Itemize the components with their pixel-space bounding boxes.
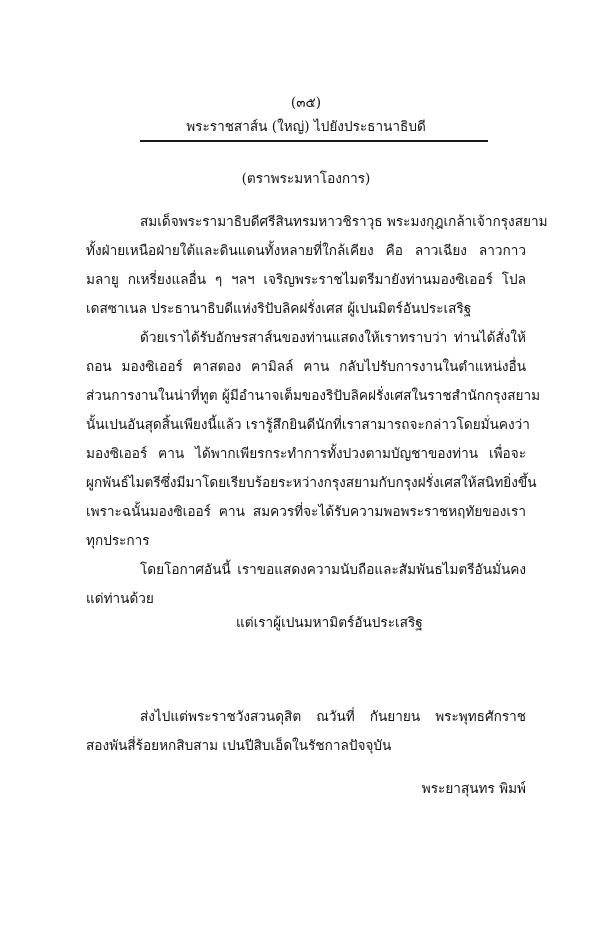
para2-line: นั้นเปนอันสุดสิ้นเพียงนี้แล้ว เรารู้สึกยินดีนักที่เราสามารถจะกล่าวโดยมั่นคงว่า (86, 417, 530, 433)
para2-line: มองซิเออร์ ฅาน ได้พากเพียรกระทำการทั้งปวงตามบัญชาของท่าน เพื่อจะ (86, 446, 526, 462)
para4-line: ส่งไปแต่พระราชวังสวนดุสิต ณวันที่ กันยายน พระพุทธศักราช (140, 709, 526, 725)
para2-line: ทุกประการ (86, 533, 150, 549)
para2-line: ถอน มองซิเออร์ ฅาสตอง ฅามิลล์ ฅาน กลับไปรับการงานในตำแหน่งอื่น (86, 359, 526, 375)
seal-note: (ตราพระมหาโองการ) (241, 171, 371, 187)
para4-line: สองพันสี่ร้อยหกสิบสาม เปนปีสิบเอ็ดในรัชกาลปัจจุบัน (86, 738, 392, 754)
para2-line: ผูกพันธ์ไมตรีซึ่งมีมาโดยเรียบร้อยระหว่างกรุงสยามกับกรุงฝรั่งเศสให้สนิทยิ่งขึ้น (86, 475, 537, 491)
para3-line: โดยโอกาศอันนี้ เราขอแสดงความนับถือและสัมพันธไมตรีอันมั่นคง (140, 562, 526, 578)
para1-line: สมเด็จพระรามาธิบดีศรีสินทรมหาวชิราวุธ พระมงกุฎเกล้าเจ้ากรุงสยาม (140, 214, 548, 230)
closing-phrase: แต่เราผู้เปนมหามิตร์อันประเสริฐ (236, 615, 423, 631)
document-heading: พระราชสาส์น (ใหญ่) ไปยังประธานาธิบดี (186, 119, 426, 135)
para3-line: แด่ท่านด้วย (86, 591, 154, 607)
para1-line: เดสซาเนล ประธานาธิบดีแห่งริปับลิคฝรั่งเศส ผู้เปนมิตร์อันประเสริฐ (86, 301, 472, 317)
para1-line: ทั้งฝ่ายเหนือฝ่ายใต้และดินแดนทั้งหลายที่ใกล้เคียง คือ ลาวเฉียง ลาวกาว (86, 243, 526, 259)
para1-line: มลายู กเหรี่ยงแลอื่น ๆ ฯลฯ เจริญพระราชไมตรีมายังท่านมองซิเออร์ โปล (86, 272, 526, 288)
para2-line: ส่วนการงานในน่าที่ทูต ผู้มีอำนาจเต็มของริปับลิคฝรั่งเศสในราชสำนักกรุงสยาม (86, 388, 541, 404)
para2-line: ด้วยเราได้รับอักษรสาส์นของท่านแสดงให้เราทราบว่า ท่านได้สั่งให้ (140, 330, 526, 346)
page-number: (๓๕) (290, 95, 322, 111)
heading-rule (140, 140, 488, 142)
signature: พระยาสุนทร พิมพ์ (421, 781, 526, 797)
para2-line: เพราะฉนั้นมองซิเออร์ ฅาน สมควรที่จะได้รับความพอพระราชหฤทัยของเรา (86, 504, 526, 520)
